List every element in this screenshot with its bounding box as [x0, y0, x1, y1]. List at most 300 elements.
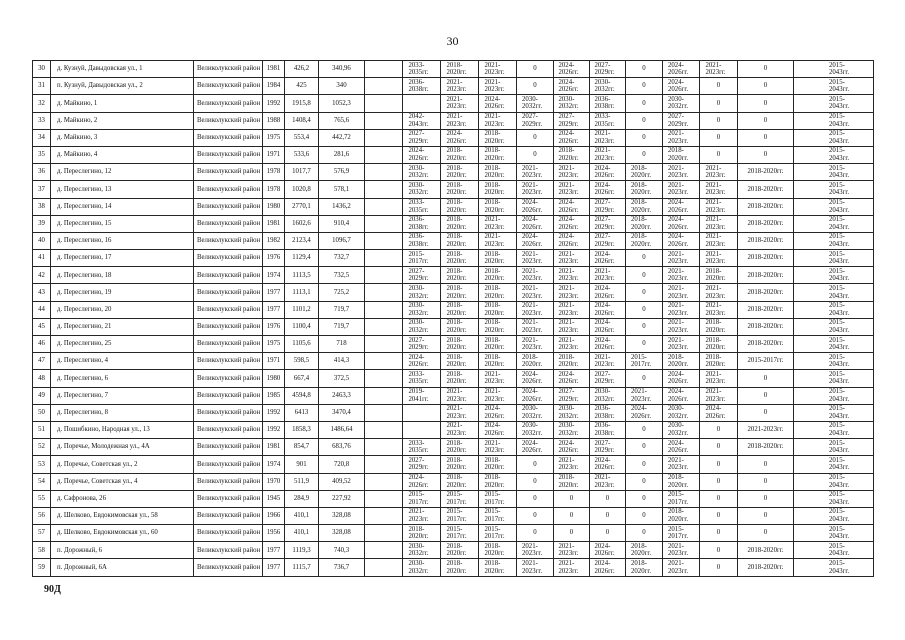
- program-period-text: 2015-2043гг.: [829, 456, 850, 472]
- period-10-cell: [738, 456, 794, 473]
- period-5-cell: [554, 250, 590, 267]
- premises-area-cell: [319, 129, 365, 146]
- period-2-text: 2021-2023гг.: [446, 422, 467, 438]
- total-area-cell: [285, 456, 319, 473]
- premises-area-text: 736,7: [333, 563, 350, 571]
- year-built-cell: [263, 542, 285, 559]
- period-1-cell: [403, 267, 441, 284]
- district-text: Великолукский район: [197, 65, 261, 73]
- table-row: [33, 525, 874, 542]
- program-period-text: 2015-2043гг.: [829, 78, 850, 94]
- period-7-cell: [626, 490, 663, 507]
- period-8-cell: [663, 387, 700, 404]
- district-text: Великолукский район: [197, 529, 261, 537]
- period-5-text: 2030-2032гг.: [558, 95, 579, 111]
- period-6-cell: [590, 559, 626, 576]
- row-number-text: 56: [38, 512, 45, 520]
- district-text: Великолукский район: [197, 185, 261, 193]
- address-cell: [51, 284, 194, 301]
- table-row: [33, 404, 874, 421]
- period-1-text: 2015-2017гг.: [408, 491, 429, 506]
- period-7-text: 0: [642, 254, 646, 262]
- period-3-text: 2021-2023гг.: [484, 113, 505, 128]
- premises-area-text: 372,5: [333, 374, 350, 382]
- row-number-cell: [33, 129, 51, 146]
- period-3-cell: [479, 456, 517, 473]
- period-2-cell: [441, 146, 479, 163]
- period-9-text: 0: [716, 546, 721, 554]
- total-area-cell: [285, 439, 319, 456]
- row-number-text: 55: [38, 494, 45, 502]
- period-7-cell: [626, 181, 663, 198]
- period-5-cell: [554, 198, 590, 215]
- period-7-cell: [626, 559, 663, 576]
- program-period-text: 2015-2043гг.: [829, 422, 850, 438]
- row-number-text: 44: [38, 305, 45, 313]
- address-text: д. Переслегино, 15: [57, 219, 112, 227]
- address-cell: [51, 112, 194, 129]
- period-3-text: 2021-2023гг.: [484, 61, 505, 77]
- total-area-text: 1020,8: [292, 185, 311, 193]
- total-area-cell: [285, 559, 319, 576]
- row-number-text: 50: [38, 409, 45, 417]
- period-7-cell: [626, 301, 663, 318]
- period-9-cell: [700, 129, 738, 146]
- period-9-cell: [700, 250, 738, 267]
- program-period-text: 2015-2043гг.: [829, 302, 850, 317]
- district-text: Великолукский район: [197, 99, 261, 107]
- address-cell: [51, 250, 194, 267]
- year-built-cell: [263, 129, 285, 146]
- district-cell: [194, 525, 263, 542]
- period-2-text: 2018-2020гг.: [446, 250, 467, 266]
- premises-area-cell: [319, 456, 365, 473]
- period-10-cell: [738, 250, 794, 267]
- period-7-text: 0: [642, 305, 646, 313]
- district-cell: [194, 112, 263, 129]
- period-10-cell: [738, 542, 794, 559]
- period-6-text: 2027-2029гг.: [594, 199, 615, 214]
- year-built-cell: [263, 284, 285, 301]
- period-2-text: 2018-2020гг.: [446, 267, 467, 283]
- period-4-text: 2027-2029гг.: [522, 113, 543, 128]
- blank-cell: [365, 95, 403, 112]
- period-3-text: 2021-2023гг.: [484, 233, 505, 248]
- period-8-text: 2018-2020гг.: [668, 353, 689, 369]
- total-area-cell: [285, 421, 319, 438]
- total-area-cell: [285, 473, 319, 490]
- period-7-text: 2024-2026гг.: [631, 405, 652, 420]
- table-row: [33, 284, 874, 301]
- table-body: [33, 61, 874, 577]
- period-5-text: 2024-2026гг.: [558, 439, 579, 455]
- period-1-text: 2027-2029гг.: [408, 267, 429, 283]
- premises-area-text: 719,7: [333, 323, 350, 331]
- period-4-cell: [517, 559, 554, 576]
- period-2-text: 2021-2023гг.: [446, 405, 467, 420]
- year-built-text: 1977: [266, 546, 281, 554]
- program-period-cell: [794, 559, 874, 576]
- period-5-cell: [554, 112, 590, 129]
- premises-area-cell: [319, 112, 365, 129]
- period-3-cell: [479, 490, 517, 507]
- premises-area-text: 732,7: [333, 254, 350, 262]
- period-9-text: 0: [716, 477, 721, 485]
- period-8-text: 2021-2023гг.: [668, 302, 689, 317]
- period-1-text: 2036-2038гг.: [408, 78, 429, 94]
- period-2-cell: [441, 336, 479, 353]
- period-3-text: 2018-2020гг.: [484, 164, 505, 180]
- period-7-text: 2015-2017гг.: [631, 353, 652, 369]
- blank-cell: [365, 181, 403, 198]
- period-8-text: 2021-2023гг.: [668, 542, 689, 558]
- blank-cell: [365, 267, 403, 284]
- total-area-text: 410,1: [293, 512, 310, 520]
- premises-area-cell: [319, 181, 365, 198]
- period-6-text: 2036-2038гг.: [594, 422, 615, 438]
- district-text: Великолукский район: [197, 116, 261, 124]
- address-cell: [51, 490, 194, 507]
- address-text: д. Переслегино, 6: [57, 374, 109, 382]
- period-3-cell: [479, 61, 517, 78]
- period-10-text: 0: [763, 529, 768, 537]
- year-built-text: 1980: [266, 202, 281, 210]
- period-7-cell: [626, 456, 663, 473]
- period-10-cell: [738, 61, 794, 78]
- premises-area-text: 340,96: [332, 65, 351, 73]
- period-7-cell: [626, 542, 663, 559]
- table-row: [33, 473, 874, 490]
- period-5-text: 2024-2026гг.: [558, 370, 579, 386]
- period-3-text: 2018-2020гг.: [484, 181, 505, 197]
- period-8-cell: [663, 267, 700, 284]
- address-text: д. Переслегино, 8: [57, 409, 109, 417]
- period-9-cell: [700, 507, 738, 524]
- row-number-text: 37: [38, 185, 45, 193]
- period-1-text: 2027-2029гг.: [408, 130, 429, 145]
- period-8-cell: [663, 439, 700, 456]
- period-8-text: 2021-2023гг.: [668, 250, 689, 266]
- table-row: [33, 250, 874, 267]
- total-area-text: 1113,5: [292, 271, 311, 279]
- period-6-text: 2036-2038гг.: [594, 405, 615, 420]
- blank-cell: [365, 559, 403, 576]
- premises-area-cell: [319, 439, 365, 456]
- district-cell: [194, 215, 263, 232]
- period-6-cell: [590, 456, 626, 473]
- period-9-cell: [700, 404, 738, 421]
- district-text: Великолукский район: [197, 82, 261, 90]
- period-6-text: 0: [605, 494, 610, 502]
- period-8-cell: [663, 525, 700, 542]
- period-9-cell: [700, 439, 738, 456]
- period-7-text: 0: [642, 494, 646, 502]
- period-1-text: 2042-2043гг.: [408, 113, 429, 128]
- period-7-cell: [626, 61, 663, 78]
- period-7-cell: [626, 129, 663, 146]
- address-text: п. Дорожный, 6А: [57, 563, 107, 571]
- period-2-cell: [441, 473, 479, 490]
- row-number-cell: [33, 336, 51, 353]
- period-8-text: 2021-2023гг.: [668, 267, 689, 283]
- period-10-cell: [738, 336, 794, 353]
- period-6-cell: [590, 421, 626, 438]
- program-period-cell: [794, 267, 874, 284]
- period-3-cell: [479, 507, 517, 524]
- period-9-cell: [700, 215, 738, 232]
- table-row: [33, 181, 874, 198]
- district-text: Великолукский район: [197, 512, 261, 520]
- period-5-text: 2021-2023гг.: [558, 456, 579, 472]
- period-6-text: 2024-2026гг.: [594, 456, 615, 472]
- district-cell: [194, 95, 263, 112]
- period-5-text: 2021-2023гг.: [558, 319, 579, 334]
- period-6-cell: [590, 336, 626, 353]
- premises-area-text: 3470,4: [332, 409, 351, 417]
- period-5-text: 2024-2026гг.: [558, 199, 579, 214]
- period-9-text: 0: [716, 426, 721, 434]
- period-5-cell: [554, 456, 590, 473]
- row-number-text: 49: [38, 391, 45, 399]
- premises-area-text: 765,6: [333, 116, 350, 124]
- year-built-text: 1980: [266, 374, 281, 382]
- period-10-text: 2015-2017гг.: [747, 357, 784, 365]
- program-period-cell: [794, 146, 874, 163]
- blank-cell: [365, 370, 403, 387]
- year-built-cell: [263, 301, 285, 318]
- period-7-cell: [626, 164, 663, 181]
- table-row: [33, 129, 874, 146]
- period-6-text: 2024-2026гг.: [594, 284, 615, 300]
- period-4-text: 0: [533, 151, 537, 159]
- year-built-cell: [263, 507, 285, 524]
- period-6-text: 2021-2023гг.: [594, 267, 615, 283]
- period-2-text: 2018-2020гг.: [446, 164, 467, 180]
- period-4-cell: [517, 78, 554, 95]
- total-area-text: 1408,4: [292, 116, 311, 124]
- period-4-text: 2024-2026гг.: [522, 199, 543, 214]
- address-text: д. Кузнуй, Давыдовская ул., 1: [57, 65, 143, 73]
- address-cell: [51, 542, 194, 559]
- row-number-cell: [33, 559, 51, 576]
- program-period-text: 2015-2043гг.: [829, 267, 850, 283]
- period-9-cell: [700, 336, 738, 353]
- period-2-text: 2018-2020гг.: [446, 216, 467, 231]
- district-cell: [194, 473, 263, 490]
- program-period-cell: [794, 421, 874, 438]
- period-8-text: 2030-2032гг.: [668, 405, 689, 420]
- address-cell: [51, 267, 194, 284]
- period-1-text: 2036-2038гг.: [408, 216, 429, 231]
- row-number-cell: [33, 525, 51, 542]
- row-number-cell: [33, 181, 51, 198]
- period-9-cell: [700, 284, 738, 301]
- row-number-text: 36: [38, 168, 45, 176]
- period-3-cell: [479, 232, 517, 249]
- period-2-text: 2018-2020гг.: [446, 439, 467, 455]
- period-2-text: 2021-2023гг.: [446, 388, 467, 403]
- year-built-text: 1976: [266, 323, 281, 331]
- total-area-cell: [285, 250, 319, 267]
- period-5-text: 2027-2029гг.: [558, 388, 579, 403]
- period-10-text: 0: [763, 409, 768, 417]
- period-2-text: 2018-2020гг.: [446, 233, 467, 248]
- period-4-cell: [517, 404, 554, 421]
- period-6-text: 2027-2029гг.: [594, 439, 615, 455]
- program-period-text: 2015-2043гг.: [829, 508, 850, 523]
- period-5-cell: [554, 318, 590, 335]
- row-number-cell: [33, 370, 51, 387]
- period-8-cell: [663, 490, 700, 507]
- period-5-text: 2021-2023гг.: [558, 164, 579, 180]
- period-10-cell: [738, 525, 794, 542]
- period-10-text: 0: [763, 151, 768, 159]
- district-text: Великолукский район: [197, 443, 261, 451]
- period-3-text: 2018-2020гг.: [484, 147, 505, 163]
- period-4-text: 2021-2023гг.: [522, 336, 543, 352]
- period-8-cell: [663, 542, 700, 559]
- blank-cell: [365, 250, 403, 267]
- period-8-text: 2030-2032гг.: [668, 95, 689, 111]
- period-6-text: 2024-2026гг.: [594, 319, 615, 334]
- period-10-cell: [738, 129, 794, 146]
- period-10-text: 2021-2023гг.: [747, 426, 784, 434]
- period-3-cell: [479, 78, 517, 95]
- period-1-cell: [403, 146, 441, 163]
- period-6-cell: [590, 404, 626, 421]
- period-6-text: 2036-2038гг.: [594, 95, 615, 111]
- period-10-cell: [738, 164, 794, 181]
- period-6-cell: [590, 525, 626, 542]
- blank-cell: [365, 404, 403, 421]
- table-row: [33, 232, 874, 249]
- row-number-cell: [33, 78, 51, 95]
- address-text: д. Шелково, Евдокимовская ул., 60: [57, 529, 158, 537]
- total-area-cell: [285, 78, 319, 95]
- district-cell: [194, 181, 263, 198]
- program-period-cell: [794, 198, 874, 215]
- period-9-text: 2021-2023гг.: [705, 164, 726, 180]
- address-cell: [51, 421, 194, 438]
- period-7-cell: [626, 146, 663, 163]
- period-2-text: 2021-2023гг.: [446, 78, 467, 94]
- period-9-cell: [700, 301, 738, 318]
- address-cell: [51, 164, 194, 181]
- period-8-text: 2015-2017гг.: [668, 491, 689, 506]
- program-period-cell: [794, 387, 874, 404]
- period-9-text: 2021-2023гг.: [705, 216, 726, 231]
- period-4-cell: [517, 421, 554, 438]
- year-built-text: 1992: [266, 99, 281, 107]
- period-8-cell: [663, 353, 700, 370]
- period-9-text: 2018-2020гг.: [705, 336, 726, 352]
- period-6-text: 0: [605, 529, 610, 537]
- period-7-cell: [626, 284, 663, 301]
- total-area-cell: [285, 232, 319, 249]
- period-8-cell: [663, 250, 700, 267]
- period-7-text: 0: [642, 323, 646, 331]
- premises-area-text: 683,76: [332, 443, 351, 451]
- premises-area-text: 576,9: [333, 168, 350, 176]
- period-3-text: 2018-2020гг.: [484, 456, 505, 472]
- address-text: д. Переслегино, 13: [57, 185, 112, 193]
- district-cell: [194, 164, 263, 181]
- period-1-text: 2024-2026гг.: [408, 147, 429, 163]
- period-10-text: 2018-2020гг.: [747, 271, 784, 279]
- total-area-cell: [285, 507, 319, 524]
- row-number-cell: [33, 232, 51, 249]
- period-3-text: 2018-2020гг.: [484, 130, 505, 145]
- address-text: д. Переслегино, 12: [57, 168, 112, 176]
- row-number-text: 53: [38, 460, 45, 468]
- row-number-cell: [33, 353, 51, 370]
- period-3-cell: [479, 421, 517, 438]
- period-7-text: 0: [642, 65, 646, 73]
- year-built-cell: [263, 95, 285, 112]
- program-period-text: 2015-2043гг.: [829, 164, 850, 180]
- address-text: д. Поречье, Советская ул., 4: [57, 477, 138, 485]
- premises-area-text: 414,3: [333, 357, 350, 365]
- district-cell: [194, 421, 263, 438]
- period-6-cell: [590, 439, 626, 456]
- period-2-cell: [441, 421, 479, 438]
- period-3-cell: [479, 215, 517, 232]
- period-1-text: 2030-2032гг.: [408, 181, 429, 197]
- program-period-text: 2015-2043гг.: [829, 199, 850, 214]
- year-built-cell: [263, 336, 285, 353]
- program-period-text: 2015-2043гг.: [829, 284, 850, 300]
- period-8-text: 2024-2026гг.: [668, 388, 689, 403]
- table-row: [33, 78, 874, 95]
- program-period-cell: [794, 439, 874, 456]
- period-6-cell: [590, 507, 626, 524]
- period-3-text: 2021-2023гг.: [484, 78, 505, 94]
- total-area-text: 1100,4: [292, 323, 311, 331]
- address-cell: [51, 61, 194, 78]
- period-8-cell: [663, 507, 700, 524]
- year-built-cell: [263, 267, 285, 284]
- premises-area-text: 281,6: [333, 151, 350, 159]
- period-2-cell: [441, 490, 479, 507]
- premises-area-cell: [319, 61, 365, 78]
- period-7-cell: [626, 507, 663, 524]
- row-number-cell: [33, 301, 51, 318]
- period-6-cell: [590, 250, 626, 267]
- total-area-text: 667,4: [293, 374, 310, 382]
- premises-area-text: 442,72: [332, 134, 351, 142]
- period-5-cell: [554, 61, 590, 78]
- address-cell: [51, 473, 194, 490]
- district-cell: [194, 129, 263, 146]
- period-9-cell: [700, 559, 738, 576]
- program-period-text: 2015-2043гг.: [829, 336, 850, 352]
- period-7-text: 0: [642, 443, 646, 451]
- blank-cell: [365, 198, 403, 215]
- period-9-cell: [700, 112, 738, 129]
- period-3-text: 2024-2026гг.: [484, 405, 505, 420]
- period-7-text: 0: [642, 340, 646, 348]
- period-5-text: 2024-2026гг.: [558, 130, 579, 145]
- blank-cell: [365, 490, 403, 507]
- district-cell: [194, 404, 263, 421]
- period-4-text: 2024-2026гг.: [522, 370, 543, 386]
- blank-cell: [365, 456, 403, 473]
- total-area-text: 553,4: [293, 134, 310, 142]
- period-8-text: 2018-2020гг.: [668, 508, 689, 523]
- period-4-text: 2021-2023гг.: [522, 250, 543, 266]
- total-area-cell: [285, 387, 319, 404]
- period-5-text: 2027-2029гг.: [558, 113, 579, 128]
